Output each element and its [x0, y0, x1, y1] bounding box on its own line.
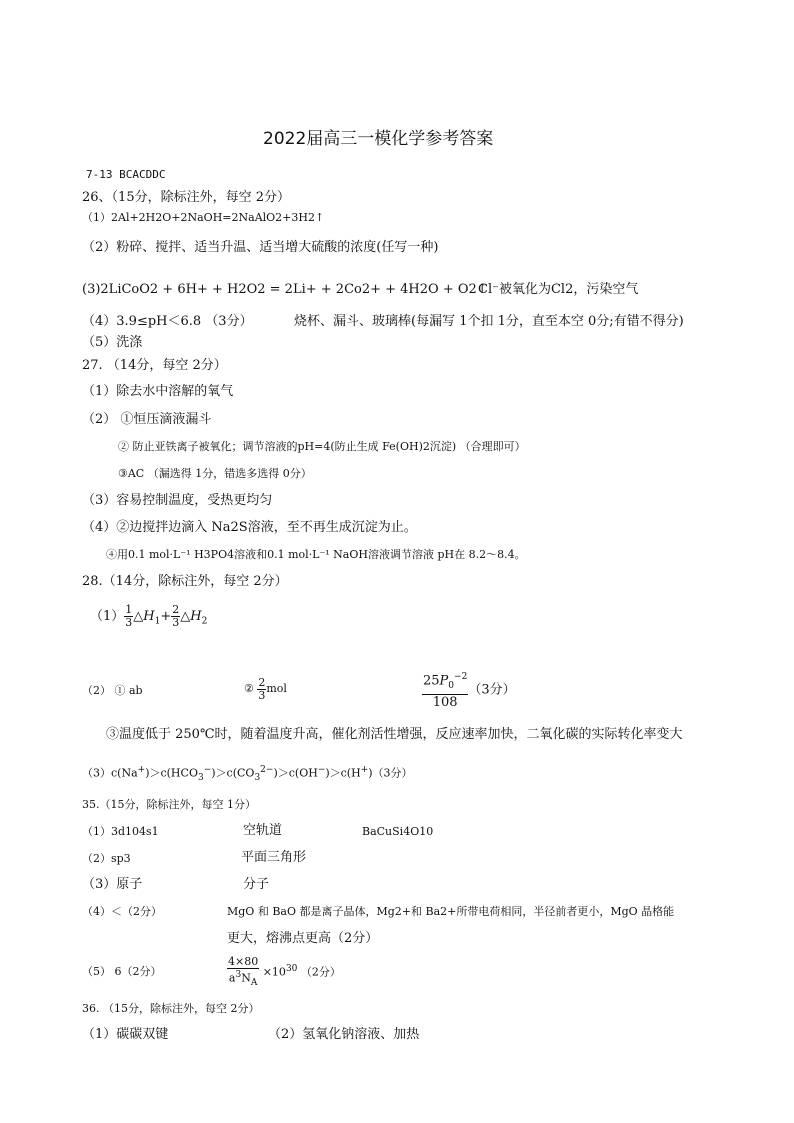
q26-answer-4: （4）3.9≤pH＜6.8 （3分）: [82, 314, 253, 329]
q26-answer-3: (3)2LiCoO2 + 6H+ + H2O2 = 2Li+ + 2Co2+ + 4H2O + O2↑: [82, 282, 488, 297]
q28-answer-2d: ③温度低于 250℃时，随着温度升高，催化剂活性增强，反应速率加快，二氧化碳的实际转化率变大: [106, 727, 683, 742]
q35-header: 35.（15分，除标注外，每空 1分）: [82, 798, 256, 811]
q36-header: 36. （15分，除标注外，每空 2分）: [82, 1002, 260, 1015]
q27-answer-4b: ④用0.1 mol·L⁻¹ H3PO4溶液和0.1 mol·L⁻¹ NaOH溶液调节溶液 pH在 8.2～8.4。: [106, 548, 526, 561]
q35-answer-4b: MgO 和 BaO 都是离子晶体，Mg2+和 Ba2+所带电荷相同，半径前者更小，MgO 晶格能: [227, 905, 675, 918]
q35-answer-1b: 空轨道: [243, 823, 283, 838]
multiple-choice-answers: 7-13 BCACDDC: [86, 168, 166, 181]
q27-answer-2c: ③AC （漏选得 1分，错选多选得 0分）: [118, 467, 312, 480]
q27-answer-4: （4）②边搅拌边滴入 Na2S溶液，至不再生成沉淀为止。: [82, 520, 417, 535]
q36-answer-1: （1）碳碳双键: [82, 1027, 169, 1042]
q35-answer-5: （5） 6（2分）: [82, 965, 162, 978]
q35-answer-4c: 更大，熔沸点更高（2分）: [227, 931, 379, 946]
q35-answer-1: （1）3d104s1: [82, 825, 159, 838]
q26-answer-3b: Cl⁻被氧化为Cl2，污染空气: [478, 282, 639, 297]
q35-answer-3: （3）原子: [82, 877, 143, 892]
q26-answer-2: （2）粉碎、搅拌、适当升温、适当增大硫酸的浓度(任写一种): [82, 240, 439, 255]
q35-answer-2: （2）sp3: [82, 852, 131, 865]
q28-answer-2b: ② $\frac{2}{3}$ mol: [244, 675, 287, 702]
q28-answer-3: $(3)c(Na^+)>c(HCO_3^-)>c(CO_3^{2-})>c(OH^-)>c(H^+)(3$分）: [82, 765, 413, 783]
q26-header: 26、（15分，除标注外，每空 2分）: [82, 190, 290, 205]
q35-answer-2b: 平面三角形: [241, 850, 307, 865]
page-title: 2022届高三一模化学参考答案: [263, 129, 494, 149]
q27-answer-1: （1）除去水中溶解的氧气: [82, 384, 234, 399]
q36-answer-2: （2）氢氧化钠溶液、加热: [268, 1027, 420, 1042]
q35-answer-5b: $\frac{4\times 80}{a^3N_A}$ $\times 10^{30}$ （2分）: [228, 955, 341, 989]
q35-answer-1c: BaCuSi4O10: [362, 825, 434, 838]
q28-answer-1: （1） $\frac{1}{3}$ $\triangle H_1+$ $\frac{2}{3}$ $\triangle H_2$: [90, 603, 208, 629]
q28-header: 28.（14分，除标注外，每空 2分）: [82, 574, 288, 589]
q28-answer-2: （2） ① ab: [82, 684, 143, 697]
q26-answer-5: （5）洗涤: [82, 335, 143, 350]
q26-answer-4b: 烧杯、漏斗、玻璃棒(每漏写 1个扣 1分，直至本空 0分;有错不得分): [294, 314, 684, 329]
q27-answer-2b: ② 防止亚铁离子被氧化；调节溶液的pH=4(防止生成 Fe(OH)2沉淀) （合理即可）: [118, 440, 526, 453]
q27-answer-2: （2） ①恒压滴液漏斗: [82, 412, 212, 427]
q27-header: 27. （14分，每空 2分）: [82, 358, 227, 373]
q28-answer-2c: $\frac{25P_0^{-2}}{108}$ （3分）: [423, 672, 516, 710]
q26-answer-1: （1）2Al+2H2O+2NaOH=2NaAlO2+3H2↑: [82, 211, 325, 224]
q35-answer-3b: 分子: [243, 877, 270, 892]
q35-answer-4: （4）＜（2分）: [82, 905, 162, 918]
q27-answer-3: （3）容易控制温度，受热更均匀: [82, 493, 273, 508]
